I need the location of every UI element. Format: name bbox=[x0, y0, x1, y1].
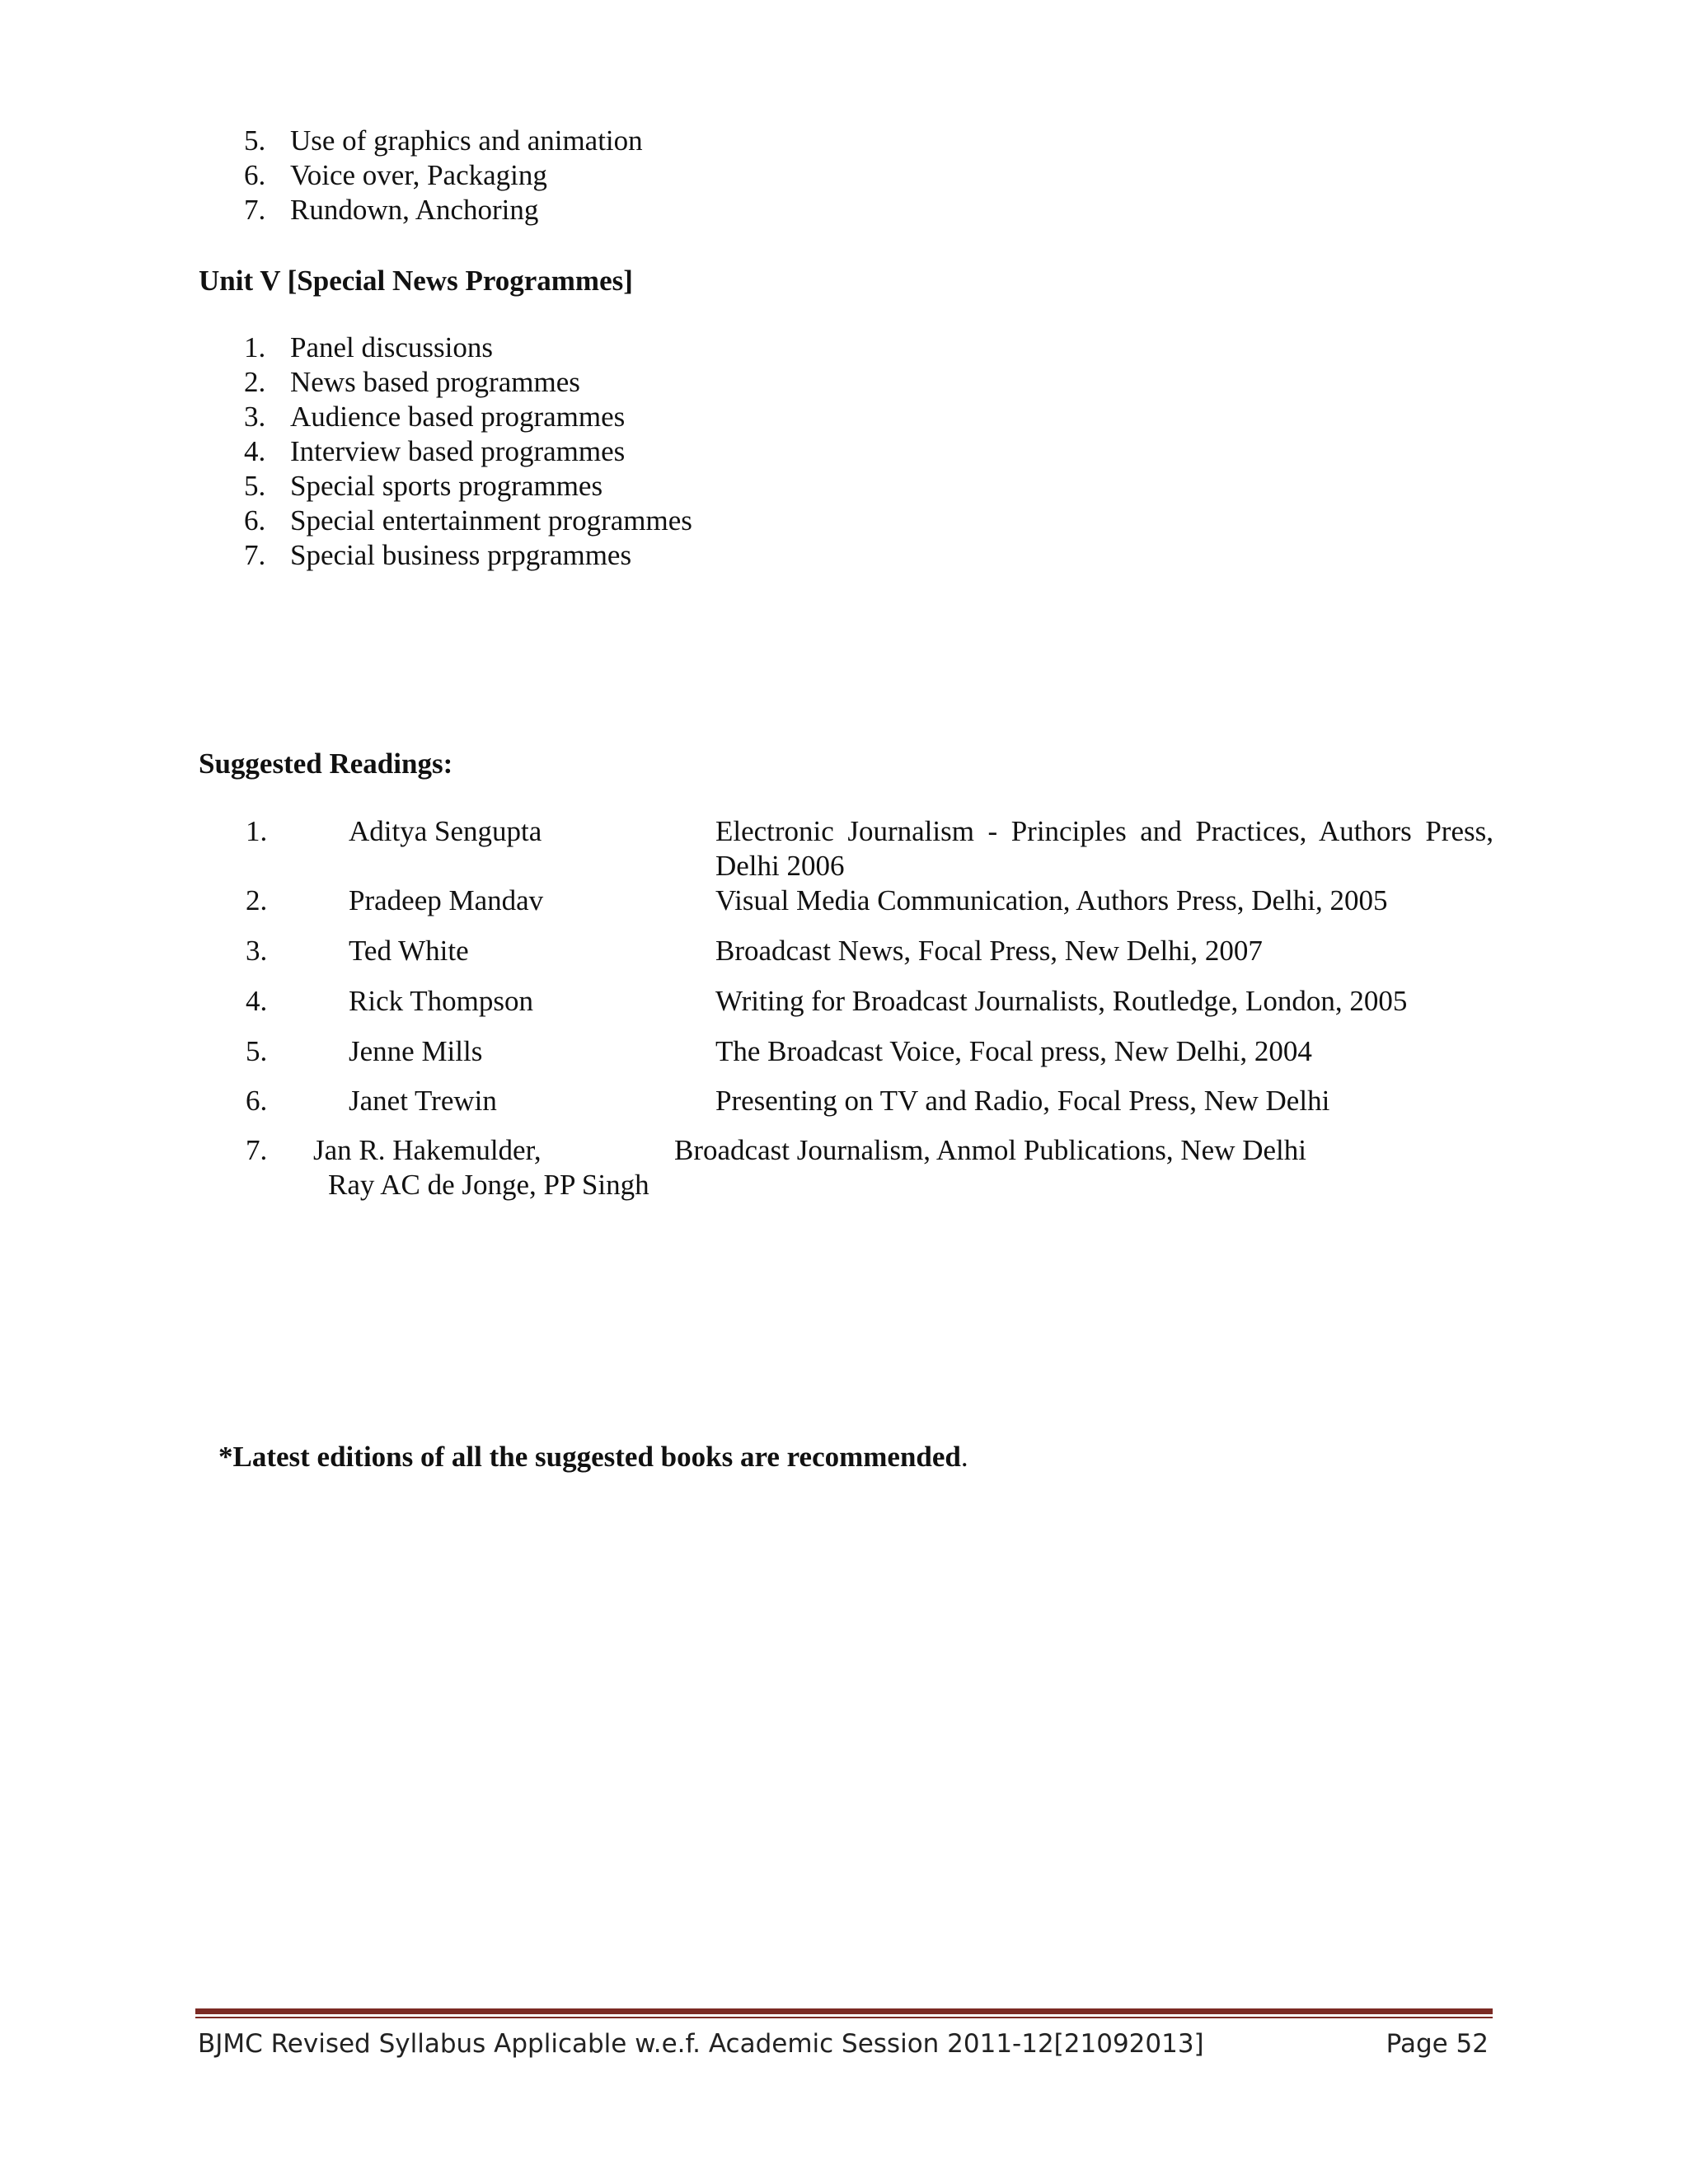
reading-author: Janet Trewin bbox=[349, 1085, 497, 1117]
list-item-text: Special business prpgrammes bbox=[290, 539, 632, 571]
list-item-number: 5. bbox=[244, 124, 266, 157]
reading-author: Rick Thompson bbox=[349, 985, 533, 1017]
list-item-text: Use of graphics and animation bbox=[290, 124, 643, 157]
list-item-number: 5. bbox=[244, 470, 266, 502]
reading-number: 4. bbox=[246, 985, 268, 1017]
suggested-readings-heading: Suggested Readings: bbox=[199, 748, 453, 780]
editions-note bbox=[218, 1440, 968, 1474]
reading-number: 2. bbox=[246, 884, 268, 916]
list-item bbox=[244, 365, 692, 400]
unit-iv-topic-list bbox=[244, 124, 643, 227]
reading-title: Visual Media Communication, Authors Press, Delhi, 2005 bbox=[715, 884, 1388, 916]
reading-title: Presenting on TV and Radio, Focal Press, New Delhi bbox=[715, 1085, 1330, 1117]
reading-author bbox=[313, 1133, 649, 1202]
list-item-text: Rundown, Anchoring bbox=[290, 194, 539, 226]
reading-author: Jenne Mills bbox=[349, 1035, 483, 1067]
list-item-number: 3. bbox=[244, 401, 266, 433]
page-number: Page 52 bbox=[1386, 2029, 1489, 2059]
footer-course-info: BJMC Revised Syllabus Applicable w.e.f. Academic Session 2011-12[21092013] bbox=[198, 2029, 1204, 2059]
list-item-text: News based programmes bbox=[290, 366, 580, 398]
reading-author-line: Jan R. Hakemulder, bbox=[313, 1134, 542, 1166]
reading-number: 7. bbox=[246, 1134, 268, 1166]
reading-author: Aditya Sengupta bbox=[349, 815, 542, 847]
list-item-number: 4. bbox=[244, 435, 266, 467]
reading-title: Broadcast News, Focal Press, New Delhi, 2007 bbox=[715, 935, 1263, 967]
editions-note-period: . bbox=[960, 1441, 968, 1473]
footer-rule-thin bbox=[195, 2017, 1493, 2018]
list-item bbox=[244, 158, 643, 193]
list-item bbox=[244, 434, 692, 469]
reading-number: 1. bbox=[246, 815, 268, 847]
list-item-number: 2. bbox=[244, 366, 266, 398]
reading-title: Broadcast Journalism, Anmol Publications, New Delhi bbox=[674, 1134, 1306, 1166]
editions-note-text: *Latest editions of all the suggested books are recommended bbox=[218, 1441, 961, 1473]
reading-author-line: Ray AC de Jonge, PP Singh bbox=[328, 1169, 649, 1201]
reading-number: 6. bbox=[246, 1085, 268, 1117]
reading-title: The Broadcast Voice, Focal press, New Delhi, 2004 bbox=[715, 1035, 1312, 1067]
reading-author: Pradeep Mandav bbox=[349, 884, 544, 916]
list-item bbox=[244, 538, 692, 573]
reading-title: Electronic Journalism - Principles and Practices, Authors Press, Delhi 2006 bbox=[715, 815, 1493, 882]
reading-number: 3. bbox=[246, 935, 268, 967]
footer-rule bbox=[195, 2008, 1493, 2014]
list-item-text: Special sports programmes bbox=[290, 470, 603, 502]
list-item-number: 6. bbox=[244, 159, 266, 191]
list-item bbox=[244, 330, 692, 365]
list-item-number: 1. bbox=[244, 331, 266, 363]
list-item-text: Audience based programmes bbox=[290, 401, 626, 433]
list-item bbox=[244, 400, 692, 434]
list-item-text: Panel discussions bbox=[290, 331, 493, 363]
list-item bbox=[244, 124, 643, 158]
list-item bbox=[244, 469, 692, 504]
unit-v-heading: Unit V [Special News Programmes] bbox=[199, 265, 633, 297]
reading-title: Writing for Broadcast Journalists, Routledge, London, 2005 bbox=[715, 985, 1408, 1017]
reading-author: Ted White bbox=[349, 935, 469, 967]
list-item bbox=[244, 193, 643, 227]
list-item-text: Voice over, Packaging bbox=[290, 159, 547, 191]
list-item-number: 7. bbox=[244, 539, 266, 571]
list-item-number: 7. bbox=[244, 194, 266, 226]
list-item-text: Special entertainment programmes bbox=[290, 504, 692, 537]
list-item-text: Interview based programmes bbox=[290, 435, 626, 467]
unit-v-topic-list bbox=[244, 330, 692, 573]
reading-number: 5. bbox=[246, 1035, 268, 1067]
list-item bbox=[244, 504, 692, 538]
list-item-number: 6. bbox=[244, 504, 266, 537]
